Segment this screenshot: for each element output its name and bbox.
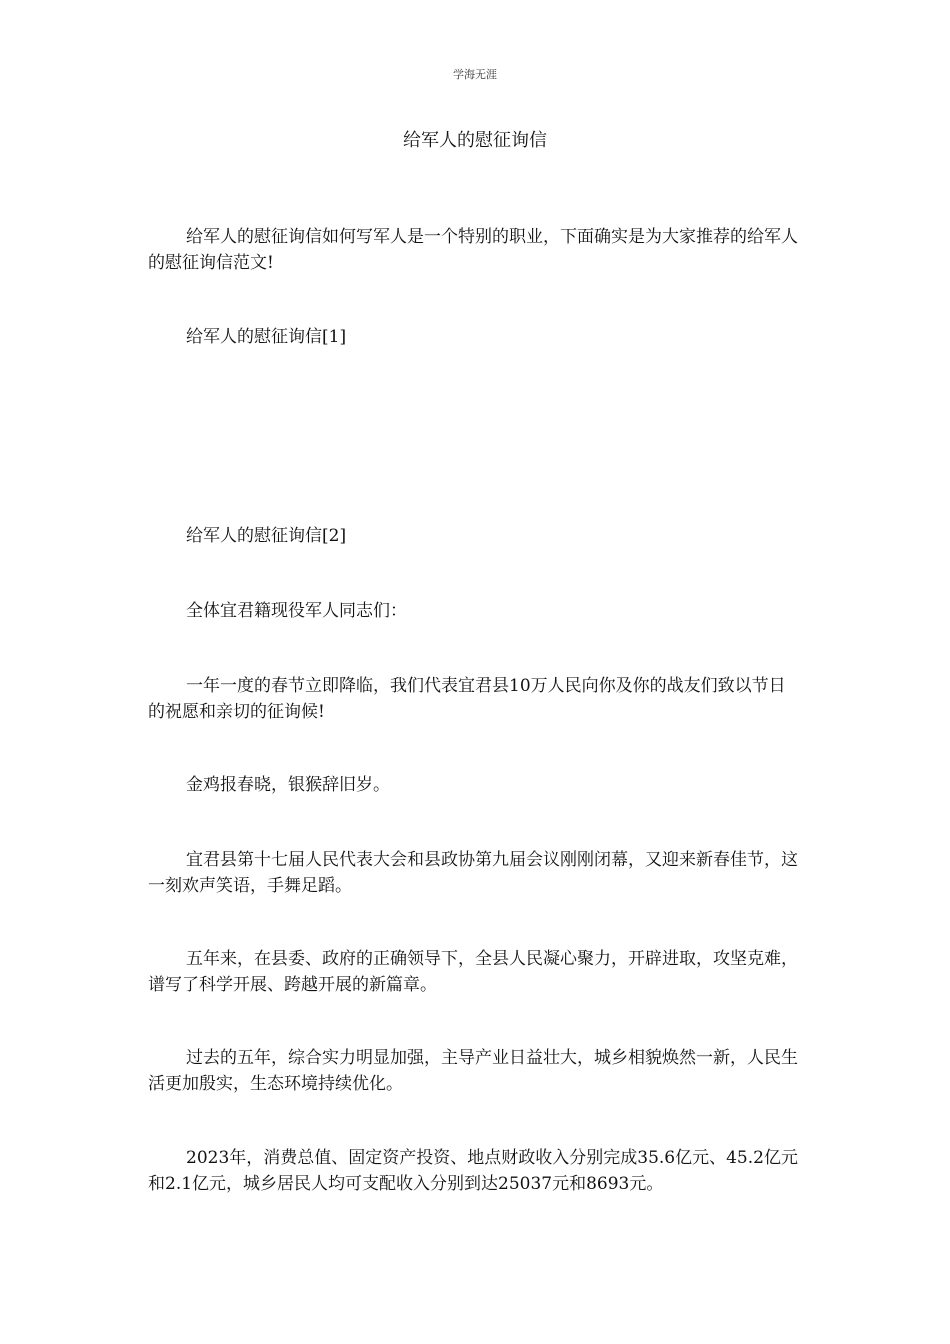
section-heading-1: 给军人的慰征询信[1]: [186, 327, 347, 347]
intro-paragraph: 给军人的慰征询信如何写军人是一个特别的职业，下面确实是为大家推荐的给军人的慰征询信范文!: [148, 227, 798, 273]
section-heading-2: 给军人的慰征询信[2]: [186, 526, 347, 546]
body-paragraph: 一年一度的春节立即降临，我们代表宜君县10万人民向你及你的战友们致以节日的祝愿和亲切的征询候!: [148, 676, 786, 722]
salutation: 全体宜君籍现役军人同志们：: [186, 601, 407, 621]
body-paragraph: 五年来，在县委、政府的正确领导下，全县人民凝心聚力，开辟进取，攻坚克难，谱写了科学开展、跨越开展的新篇章。: [148, 949, 798, 995]
body-paragraph: 2023年，消费总值、固定资产投资、地点财政收入分别完成35.6亿元、45.2亿元和2.1亿元，城乡居民人均可支配收入分别到达25037元和8693元。: [148, 1148, 798, 1194]
body-paragraph: 金鸡报春晓，银猴辞旧岁。: [186, 775, 390, 795]
body-paragraph: 过去的五年，综合实力明显加强，主导产业日益壮大，城乡相貌焕然一新，人民生活更加殷实，生态环境持续优化。: [148, 1048, 798, 1094]
body-paragraph: 宜君县第十七届人民代表大会和县政协第九届会议刚刚闭幕，又迎来新春佳节，这一刻欢声笑语，手舞足蹈。: [148, 850, 798, 896]
page-header: 学海无涯: [453, 68, 497, 81]
document-title: 给军人的慰征询信: [403, 130, 547, 151]
